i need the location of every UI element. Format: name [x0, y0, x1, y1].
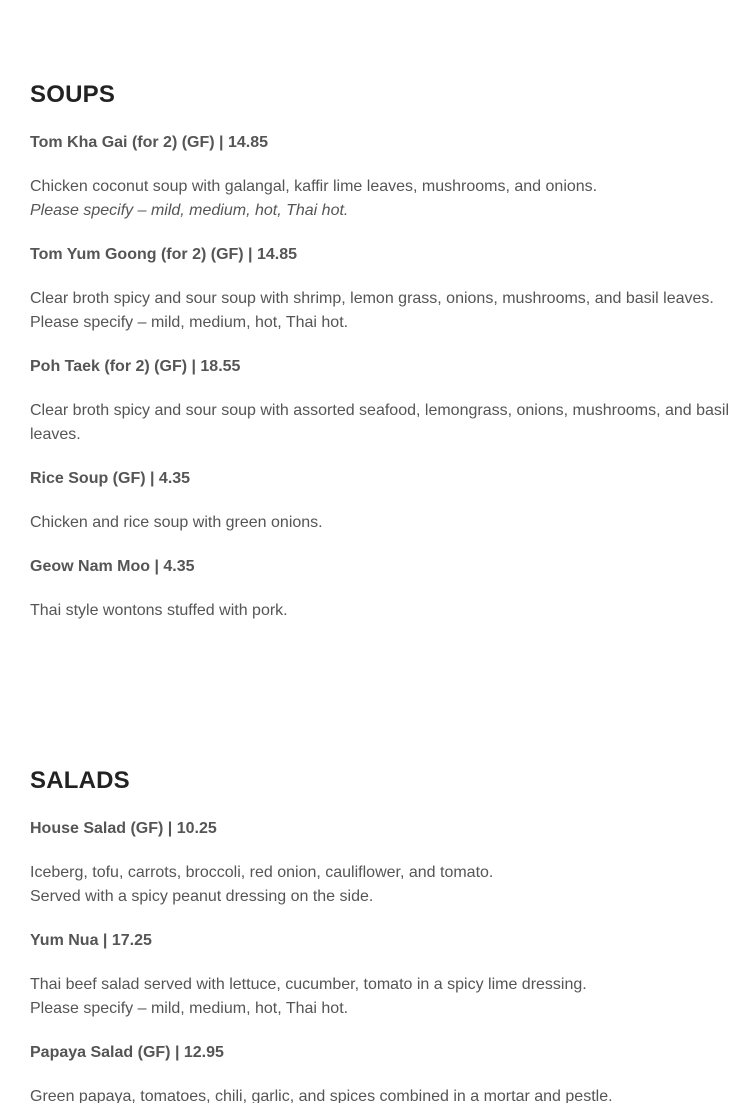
item-description: [30, 599, 740, 623]
item-description: [30, 399, 740, 447]
item-description: [30, 511, 740, 535]
item-name: Papaya Salad (GF) | 12.95: [30, 1044, 224, 1061]
item-description: [30, 861, 740, 909]
section-title-soups: SOUPS: [30, 81, 116, 108]
menu-item-tom-yum-goong: [30, 243, 740, 335]
item-spice-note: Please specify – mild, medium, hot, Thai hot.: [30, 202, 349, 219]
item-description: [30, 1085, 740, 1103]
menu-item-poh-taek: [30, 355, 740, 447]
item-spice-note: Please specify – mild, medium, hot, Thai hot.: [30, 314, 349, 331]
item-name: Geow Nam Moo | 4.35: [30, 558, 195, 575]
item-name: Yum Nua | 17.25: [30, 932, 152, 949]
item-description: [30, 175, 740, 223]
item-description-line: Chicken and rice soup with green onions.: [30, 514, 323, 531]
item-spice-note: Please specify – mild, medium, hot, Thai hot.: [30, 1000, 349, 1017]
item-description-line: Thai style wontons stuffed with pork.: [30, 602, 288, 619]
item-description-line: Iceberg, tofu, carrots, broccoli, red onion, cauliflower, and tomato.: [30, 864, 494, 881]
item-description-line: Green papaya, tomatoes, chili, garlic, and spices combined in a mortar and pestle.: [30, 1088, 613, 1103]
item-description-line: Thai beef salad served with lettuce, cucumber, tomato in a spicy lime dressing.: [30, 976, 587, 993]
item-description: [30, 973, 740, 1021]
menu-item-geow-nam-moo: [30, 555, 740, 623]
soups-section: [30, 81, 740, 643]
item-description-line: Chicken coconut soup with galangal, kaffir lime leaves, mushrooms, and onions.: [30, 178, 598, 195]
section-title-salads: SALADS: [30, 767, 130, 794]
menu-item-papaya-salad: [30, 1041, 740, 1103]
menu-item-tom-kha-gai: [30, 131, 740, 223]
item-name: Tom Yum Goong (for 2) (GF) | 14.85: [30, 246, 298, 263]
item-description-line: Served with a spicy peanut dressing on the side.: [30, 888, 374, 905]
item-name: Tom Kha Gai (for 2) (GF) | 14.85: [30, 134, 268, 151]
salads-section: [30, 767, 740, 1103]
menu-item-yum-nua: [30, 929, 740, 1021]
menu-item-house-salad: [30, 817, 740, 909]
item-description-line: Clear broth spicy and sour soup with assorted seafood, lemongrass, onions, mushrooms, and basil leaves.: [30, 402, 730, 443]
salads-items: [30, 817, 740, 1103]
item-description: [30, 287, 740, 335]
item-description-line: Clear broth spicy and sour soup with shrimp, lemon grass, onions, mushrooms, and basil leaves.: [30, 290, 714, 307]
soups-items: [30, 131, 740, 623]
item-name: Poh Taek (for 2) (GF) | 18.55: [30, 358, 241, 375]
menu-item-rice-soup: [30, 467, 740, 535]
item-name: Rice Soup (GF) | 4.35: [30, 470, 191, 487]
item-name: House Salad (GF) | 10.25: [30, 820, 217, 837]
